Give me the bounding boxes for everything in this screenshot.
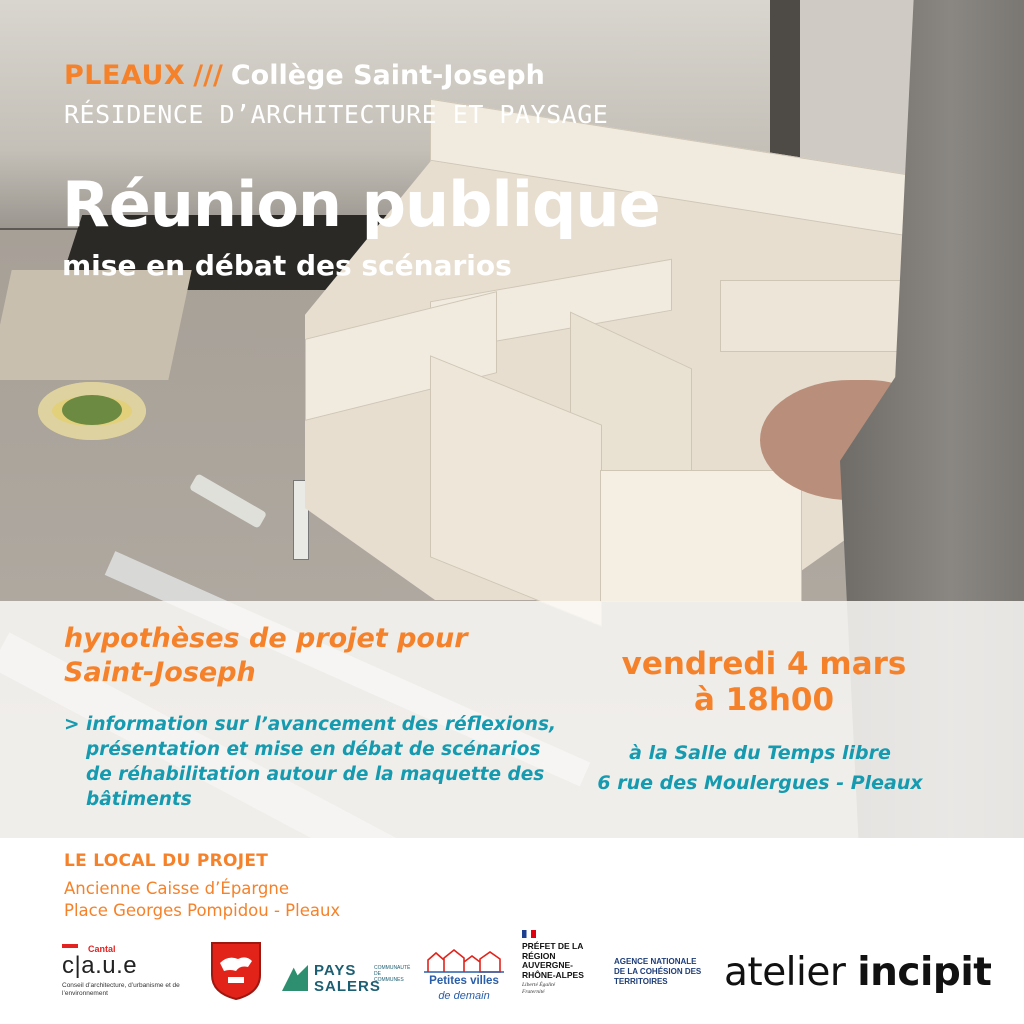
town-name: PLEAUX xyxy=(64,60,186,91)
page-title: Réunion publique xyxy=(62,168,660,241)
hypotheses-heading xyxy=(64,622,544,690)
local-address-line1: Ancienne Caisse d’Épargne xyxy=(64,879,289,898)
description-marker: > xyxy=(64,714,80,735)
description-text: information sur l’avancement des réflexions, présentation et mise en débat de scénarios de réhabilitation autour de la maquette des bâtiments xyxy=(86,714,556,810)
caue-wordmark: c|a.u.e xyxy=(62,952,138,979)
atelier-incipit-logo xyxy=(724,950,991,995)
event-date xyxy=(584,646,944,718)
prefet-motto: Liberté Égalité Fraternité xyxy=(522,982,556,995)
event-place xyxy=(560,738,960,798)
houses-icon xyxy=(424,948,504,974)
hypotheses-line2: Saint-Joseph xyxy=(64,657,256,688)
petites-villes-de-demain-logo xyxy=(418,948,508,1006)
pays-line2: SALERS xyxy=(314,978,381,995)
page-subtitle: mise en débat des scénarios xyxy=(62,249,512,282)
caue-subtitle: Conseil d’architecture, d’urbanisme et de l’environnement xyxy=(62,982,180,997)
event-date-day: vendredi 4 mars xyxy=(621,646,907,682)
anct-logo: AGENCE NATIONALE DE LA COHÉSION DES TERRITOIRES xyxy=(614,957,702,986)
french-flag-icon xyxy=(522,930,536,938)
model-wall xyxy=(600,470,802,602)
pays-de-salers-mark-icon xyxy=(282,965,308,991)
pleaux-coat-of-arms-icon xyxy=(210,941,262,1001)
header-line xyxy=(64,60,545,91)
pays-line1: PAYS xyxy=(314,962,357,979)
caue-bar xyxy=(62,944,78,948)
college-name: Collège Saint-Joseph xyxy=(230,60,545,91)
description xyxy=(64,712,564,812)
tape-roll-core xyxy=(62,395,122,425)
pvd-title: Petites villes xyxy=(429,975,499,987)
atelier-word: atelier xyxy=(724,950,846,995)
pvd-subtitle: de demain xyxy=(438,990,490,1002)
caue-cantal-label: Cantal xyxy=(88,944,116,954)
event-date-time: à 18h00 xyxy=(693,682,835,718)
prefet-logo xyxy=(522,930,602,1014)
pays-de-salers-logo xyxy=(282,962,411,1003)
local-title: LE LOCAL DU PROJET xyxy=(64,851,269,871)
prefet-text: PRÉFET DE LA RÉGION AUVERGNE-RHÔNE-ALPES xyxy=(522,941,584,980)
incipit-word: incipit xyxy=(857,950,992,995)
caue-logo xyxy=(62,944,212,1014)
event-place-address: 6 rue des Moulergues - Pleaux xyxy=(597,772,923,794)
local-address-line2: Place Georges Pompidou - Pleaux xyxy=(64,901,341,920)
pays-de-salers-wordmark xyxy=(314,963,381,995)
event-place-venue: à la Salle du Temps libre xyxy=(629,742,891,764)
residence-label: RÉSIDENCE D’ARCHITECTURE ET PAYSAGE xyxy=(64,100,609,129)
hypotheses-line1: hypothèses de projet pour xyxy=(64,623,468,654)
cardboard-pieces xyxy=(0,270,192,380)
pays-community-label: COMMUNAUTÉ DE COMMUNES xyxy=(374,965,411,983)
header-separator: /// xyxy=(193,60,223,91)
